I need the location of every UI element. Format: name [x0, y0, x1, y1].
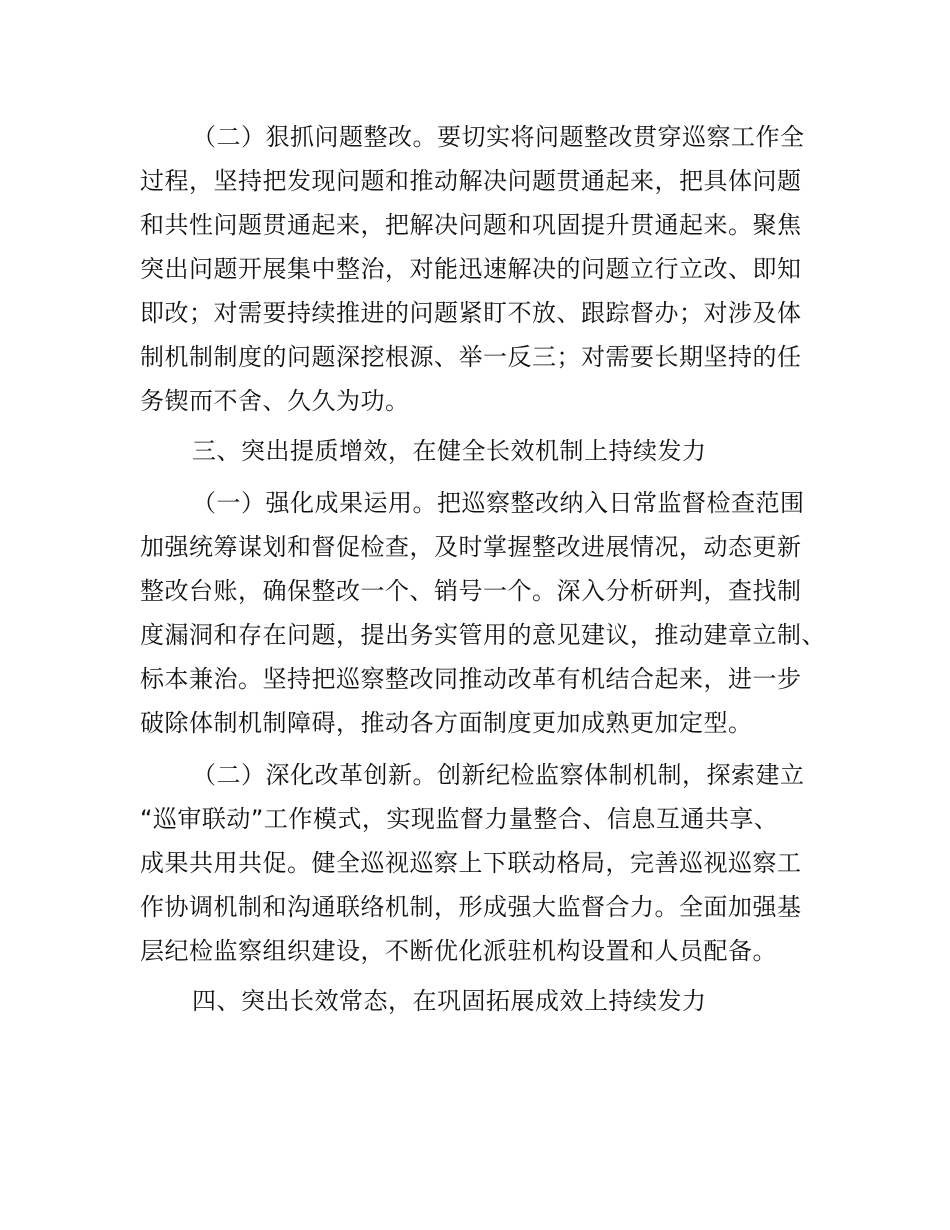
- text-line: 突出问题开展集中整治，对能迅速解决的问题立行立改、即知: [140, 255, 802, 283]
- text-line: （一）强化成果运用。把巡察整改纳入日常监督检查范围: [192, 489, 805, 517]
- text-line: 度漏洞和存在问题，提出务实管用的意见建议，推动建章立制、: [140, 621, 826, 649]
- text-line: 务锲而不舍、久久为功。: [140, 387, 410, 415]
- text-line: （二）深化改革创新。创新纪检监察体制机制，探索建立: [192, 761, 805, 789]
- text-line: 加强统筹谋划和督促检查，及时掌握整改进展情况，动态更新: [140, 533, 802, 561]
- text-line: 和共性问题贯通起来，把解决问题和巩固提升贯通起来。聚焦: [140, 211, 802, 239]
- text-line: 制机制制度的问题深挖根源、举一反三；对需要长期坚持的任: [140, 343, 802, 371]
- text-line: 层纪检监察组织建设，不断优化派驻机构设置和人员配备。: [140, 937, 777, 965]
- text-line: 作协调机制和沟通联络机制，形成强大监督合力。全面加强基: [140, 893, 802, 921]
- text-line: 成果共用共促。健全巡视巡察上下联动格局，完善巡视巡察工: [140, 849, 802, 877]
- text-line: 整改台账，确保整改一个、销号一个。深入分析研判，查找制: [140, 577, 802, 605]
- text-line: 破除体制机制障碍，推动各方面制度更加成熟更加定型。: [140, 709, 753, 737]
- text-line: “巡审联动”工作模式，实现监督力量整合、信息互通共享、: [140, 805, 779, 833]
- text-line: 即改；对需要持续推进的问题紧盯不放、跟踪督办；对涉及体: [140, 299, 802, 327]
- text-line: 标本兼治。坚持把巡察整改同推动改革有机结合起来，进一步: [140, 665, 802, 693]
- text-line: （二）狠抓问题整改。要切实将问题整改贯穿巡察工作全: [192, 123, 805, 151]
- section-heading: 三、突出提质增效，在健全长效机制上持续发力: [192, 437, 707, 465]
- section-heading: 四、突出长效常态，在巩固拓展成效上持续发力: [192, 987, 707, 1015]
- text-line: 过程，坚持把发现问题和推动解决问题贯通起来，把具体问题: [140, 167, 802, 195]
